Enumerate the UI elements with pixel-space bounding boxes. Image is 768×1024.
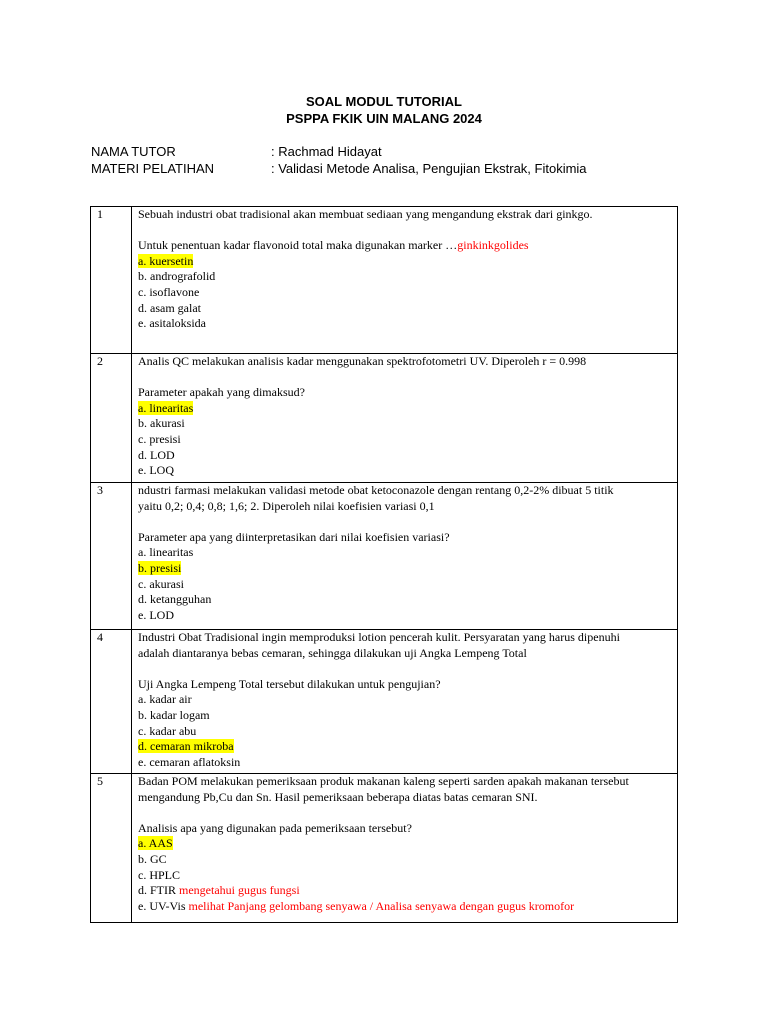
option-b: b. andrografolid [138, 269, 216, 284]
question-text [138, 238, 673, 254]
question-body [132, 483, 678, 630]
option-e: e. asitaloksida [138, 316, 206, 331]
option-d: d. LOD [138, 447, 175, 462]
question-stem: Analis QC melakukan analisis kadar menggunakan spektrofotometri UV. Diperoleh r = 0.998 [138, 354, 587, 368]
question-number: 4 [91, 630, 132, 774]
option-b: b. kadar logam [138, 707, 210, 722]
correct-answer-highlight: d. cemaran mikroba [138, 739, 234, 754]
question-stem-cont: mengandung Pb,Cu dan Sn. Hasil pemeriksaan beberapa diatas batas cemaran SNI. [138, 789, 538, 804]
document-subtitle: PSPPA FKIK UIN MALANG 2024 [286, 111, 482, 126]
question-stem: Industri Obat Tradisional ingin memproduksi lotion pencerah kulit. Persyaratan yang harus dipenuhi [138, 630, 620, 644]
answer-note: melihat Panjang gelombang senyawa / Analisa senyawa dengan gugus kromofor [188, 898, 575, 913]
option-b [138, 561, 673, 577]
option-d: d. ketangguhan [138, 592, 212, 607]
question-stem: Badan POM melakukan pemeriksaan produk makanan kaleng seperti sarden apakah makanan tersebut [138, 774, 629, 788]
question-row [91, 630, 678, 774]
question-row [91, 483, 678, 630]
option-c: c. presisi [138, 431, 181, 446]
option-e [138, 899, 673, 915]
question-stem: ndustri farmasi melakukan validasi metode obat ketoconazole dengan rentang 0,2-2% dibuat 5 titik [138, 483, 614, 497]
question-body [132, 207, 678, 354]
correct-answer-highlight: a. AAS [138, 836, 173, 851]
question-stem: Sebuah industri obat tradisional akan membuat sediaan yang mengandung ekstrak dari ginkgo. [138, 207, 593, 221]
question-number: 1 [91, 207, 132, 354]
question-body [132, 354, 678, 483]
question-number: 3 [91, 483, 132, 630]
question-prompt: Analisis apa yang digunakan pada pemeriksaan tersebut? [138, 820, 412, 835]
materi-label: MATERI PELATIHAN [91, 161, 215, 176]
question-prompt: Untuk penentuan kadar flavonoid total maka digunakan marker … [138, 238, 458, 253]
question-prompt: Parameter apa yang diinterpretasikan dari nilai koefisien variasi? [138, 529, 450, 544]
question-prompt: Parameter apakah yang dimaksud? [138, 385, 305, 400]
option-d-text: d. FTIR [138, 883, 177, 898]
answer-note: ginkinkgolides [457, 238, 529, 253]
question-number: 5 [91, 774, 132, 923]
question-row [91, 354, 678, 483]
materi-value: : Validasi Metode Analisa, Pengujian Ekstrak, Fitokimia [271, 161, 587, 176]
correct-answer-highlight: b. presisi [138, 560, 182, 575]
questions-table [90, 206, 678, 923]
question-row [91, 774, 678, 923]
option-c: c. akurasi [138, 576, 184, 591]
option-a [138, 401, 673, 417]
tutor-value: : Rachmad Hidayat [271, 144, 382, 159]
correct-answer-highlight: a. kuersetin [138, 253, 194, 268]
question-stem-cont: yaitu 0,2; 0,4; 0,8; 1,6; 2. Diperoleh nilai koefisien variasi 0,1 [138, 498, 435, 513]
answer-note: mengetahui gugus fungsi [179, 883, 300, 898]
option-b: b. GC [138, 851, 167, 866]
correct-answer-highlight: a. linearitas [138, 400, 194, 415]
option-d: d. asam galat [138, 300, 201, 315]
question-number: 2 [91, 354, 132, 483]
question-body [132, 630, 678, 774]
option-c: c. kadar abu [138, 723, 197, 738]
option-e-text: e. UV-Vis [138, 898, 186, 913]
option-b: b. akurasi [138, 416, 185, 431]
document-title: SOAL MODUL TUTORIAL [306, 94, 462, 109]
option-d [138, 883, 673, 899]
option-a: a. kadar air [138, 692, 192, 707]
tutor-label: NAMA TUTOR [91, 144, 176, 159]
option-a [138, 254, 673, 270]
option-a [138, 836, 673, 852]
option-c: c. isoflavone [138, 284, 200, 299]
option-a: a. linearitas [138, 545, 194, 560]
option-e: e. LOQ [138, 463, 174, 478]
option-e: e. LOD [138, 607, 174, 622]
option-c: c. HPLC [138, 867, 180, 882]
question-body [132, 774, 678, 923]
option-e: e. cemaran aflatoksin [138, 754, 241, 769]
question-stem-cont: adalah diantaranya bebas cemaran, sehingga dilakukan uji Angka Lempeng Total [138, 645, 527, 660]
question-row [91, 207, 678, 354]
option-d [138, 739, 673, 755]
question-prompt: Uji Angka Lempeng Total tersebut dilakukan untuk pengujian? [138, 676, 441, 691]
